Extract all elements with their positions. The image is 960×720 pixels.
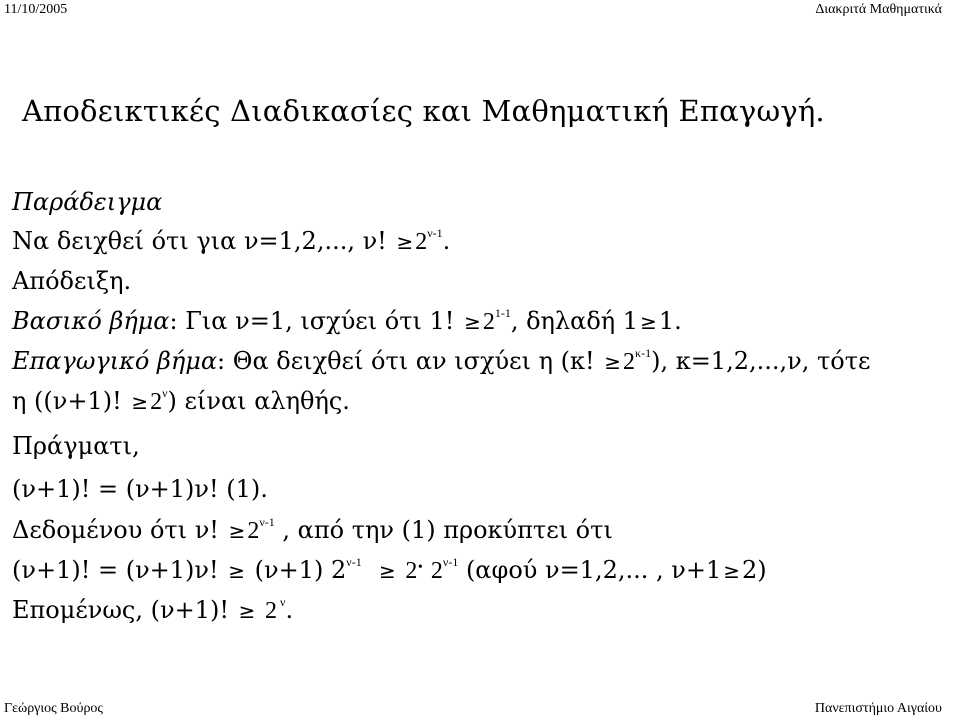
base-two: 2 [247, 518, 260, 544]
base-step-label: Βασικό βήμα [12, 307, 170, 335]
base-two: 2 [405, 558, 418, 584]
equation-1-line: (ν+1)! = (ν+1)ν! (1). [12, 475, 268, 503]
induction-step-text: : Θα δειχθεί ότι αν ισχύει η (κ! [217, 347, 603, 375]
base-two: 2 [430, 558, 443, 584]
base-step-text-2: , δηλαδή 1 [510, 307, 639, 335]
hypothesis-text-2: ) είναι αληθής. [167, 387, 350, 415]
base-two: 2 [265, 598, 278, 624]
derivation-text-2: (ν+1) 2 [247, 556, 347, 584]
indeed-line: Πράγματι, [12, 432, 140, 460]
dot-operator: ∙ [417, 559, 424, 573]
given-text-2: , από την (1) προκύπτει ότι [274, 516, 613, 544]
statement-line [12, 227, 450, 256]
slide-title: Αποδεικτικές Διαδικασίες και Μαθηματική Επαγωγή. [22, 94, 825, 128]
ge-symbol: ≥ [131, 390, 149, 414]
footer-author: Γεώργιος Βούρος [4, 701, 103, 716]
proof-label: Απόδειξη. [12, 267, 132, 295]
induction-step-line [12, 347, 870, 376]
ge-symbol: ≥ [238, 599, 256, 623]
ge-symbol: ≥ [640, 310, 657, 334]
conclusion-line [12, 596, 293, 625]
exponent: κ-1 [635, 346, 652, 360]
derivation-text: (ν+1)! = (ν+1)ν! [12, 556, 227, 584]
ge-symbol: ≥ [723, 559, 740, 583]
exponent: ν [162, 386, 168, 400]
base-step-text: : Για ν=1, ισχύει ότι 1! [169, 307, 463, 335]
derivation-text-4: 2) [742, 556, 767, 584]
header-course: Διακριτά Μαθηματικά [815, 2, 942, 17]
given-text: Δεδομένου ότι ν! [12, 516, 227, 544]
exponent: ν-1 [442, 555, 459, 569]
example-label [12, 188, 162, 216]
statement-text: Να δειχθεί ότι για ν=1,2,..., ν! [12, 227, 395, 255]
base-two: 2 [415, 229, 428, 255]
footer-university: Πανεπιστήμιο Αιγαίου [814, 701, 942, 716]
exponent: ν-1 [259, 515, 275, 529]
ge-symbol: ≥ [464, 310, 481, 334]
header-date: 11/10/2005 [4, 2, 68, 17]
exponent: 1-1 [494, 306, 511, 320]
induction-step-label: Επαγωγικό βήμα [12, 347, 218, 375]
ge-symbol: ≥ [378, 559, 396, 583]
ge-symbol: ≥ [604, 350, 622, 374]
exponent: ν-1 [427, 226, 443, 240]
hypothesis-text: η ((ν+1)! [12, 387, 130, 415]
derivation-line [12, 556, 767, 585]
ge-symbol: ≥ [228, 559, 246, 583]
ge-symbol: ≥ [396, 230, 414, 254]
base-two: 2 [150, 389, 163, 415]
conclusion-text: Επομένως, (ν+1)! [12, 596, 237, 624]
exponent: ν [277, 595, 286, 609]
conclusion-end: . [285, 596, 294, 624]
hypothesis-line [12, 387, 350, 416]
example-label-text: Παράδειγμα [12, 188, 163, 216]
base-step-line [12, 307, 682, 336]
base-two: 2 [623, 349, 636, 375]
statement-end: . [442, 227, 451, 255]
given-line [12, 516, 613, 545]
exponent: ν-1 [346, 555, 362, 569]
base-two: 2 [482, 309, 495, 335]
induction-step-text-2: ), κ=1,2,...,ν, τότε [651, 347, 871, 375]
ge-symbol: ≥ [228, 519, 246, 543]
base-step-text-3: 1. [658, 307, 682, 335]
derivation-text-3: (αφού ν=1,2,... , ν+1 [458, 556, 722, 584]
